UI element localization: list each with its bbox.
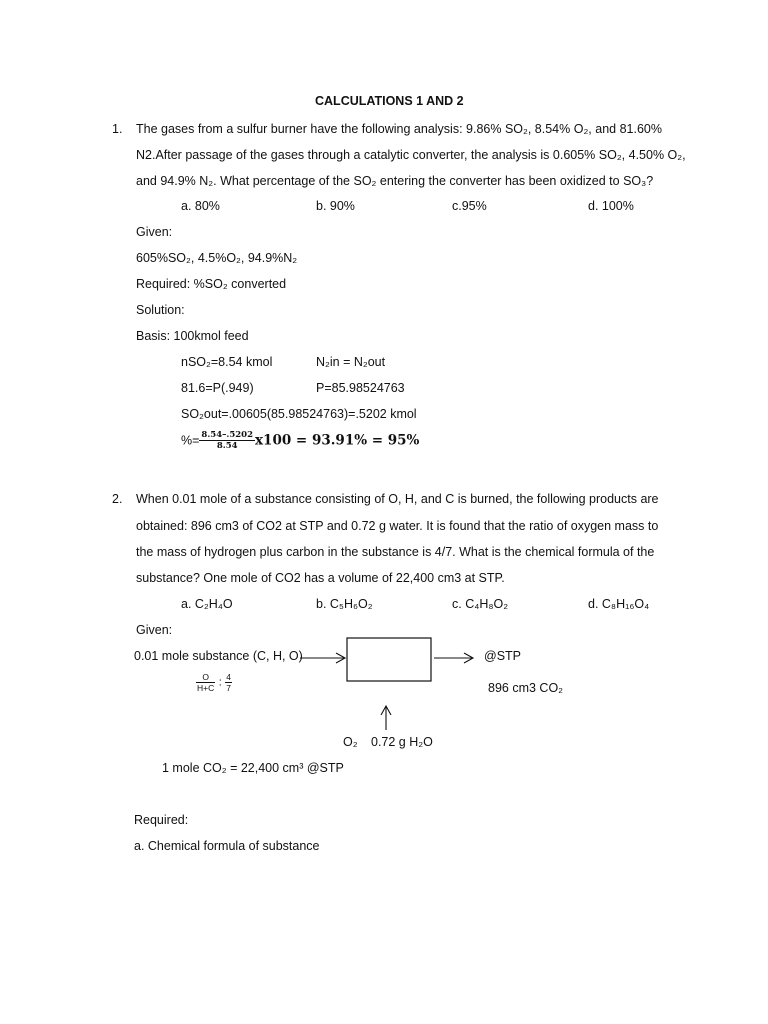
q2-ratio-den2: 7 xyxy=(226,683,232,693)
q2-required-label: Required: xyxy=(134,813,189,827)
q2-choice-d: d. C₈H₁₆O₄ xyxy=(588,597,650,611)
q1-given-label: Given: xyxy=(136,225,173,239)
q1-calc1-right: N₂in = N₂out xyxy=(316,355,386,369)
q1-choice-a: a. 80% xyxy=(181,199,220,213)
q2-number: 2. xyxy=(112,492,123,506)
q1-calc2-right: P=85.98524763 xyxy=(316,381,405,395)
q2-ratio-sep: : xyxy=(218,676,222,689)
q1-pct-prefix: %= xyxy=(181,433,200,448)
q1-frac-den: 8.54 xyxy=(216,441,238,451)
q2-given-label: Given: xyxy=(136,623,173,637)
q1-choice-d: d. 100% xyxy=(588,199,634,213)
q2-out-stp: @STP xyxy=(484,649,521,663)
q1-given-value: 605%SO₂, 4.5%O₂, 94.9%N₂ xyxy=(136,251,298,265)
q1-line1: The gases from a sulfur burner have the following analysis: 9.86% SO₂, 8.54% O₂, and 81.60% xyxy=(136,122,662,136)
q1-calc3: SO₂out=.00605(85.98524763)=.5202 kmol xyxy=(181,407,417,421)
q2-out-co2: 896 cm3 CO₂ xyxy=(488,681,564,695)
q1-solution-label: Solution: xyxy=(136,303,185,317)
q1-choice-c: c.95% xyxy=(452,199,487,213)
q1-calc1-left: nSO₂=8.54 kmol xyxy=(181,355,273,369)
q1-number: 1. xyxy=(112,122,123,136)
q2-line3: the mass of hydrogen plus carbon in the substance is 4/7. What is the chemical formula of the xyxy=(136,545,655,559)
q2-mole-line: 1 mole CO₂ = 22,400 cm³ @STP xyxy=(162,761,344,775)
q1-frac-num: 8.54–.5202 xyxy=(201,430,253,440)
page-title: CALCULATIONS 1 AND 2 xyxy=(315,94,464,108)
q2-line1: When 0.01 mole of a substance consisting of O, H, and C is burned, the following products are xyxy=(136,492,659,506)
q2-ratio-num2: 4 xyxy=(226,672,232,682)
q1-pct-result: x100 = 93.91% = 95% xyxy=(255,432,420,449)
q2-choice-b: b. C₅H₆O₂ xyxy=(316,597,373,611)
q2-ratio-den: H+C xyxy=(197,683,215,693)
q1-choice-b: b. 90% xyxy=(316,199,355,213)
q1-calc2-left: 81.6=P(.949) xyxy=(181,381,254,395)
q1-required: Required: %SO₂ converted xyxy=(136,277,287,291)
q2-choice-a: a. C₂H₄O xyxy=(181,597,233,611)
q2-in-h2o: 0.72 g H₂O xyxy=(371,735,433,749)
q1-basis: Basis: 100kmol feed xyxy=(136,329,249,343)
q2-feed: 0.01 mole substance (C, H, O) xyxy=(134,649,303,663)
process-box xyxy=(347,638,431,681)
q2-required-a: a. Chemical formula of substance xyxy=(134,839,320,853)
q2-in-o2: O₂ xyxy=(343,735,358,749)
q1-line3: and 94.9% N₂. What percentage of the SO₂ entering the converter has been oxidized to SO₃? xyxy=(136,174,654,188)
q2-line4: substance? One mole of CO2 has a volume of 22,400 cm3 at STP. xyxy=(136,571,505,585)
q2-choice-c: c. C₄H₈O₂ xyxy=(452,597,509,611)
q2-ratio-num: O xyxy=(196,672,215,683)
q1-line2: N2.After passage of the gases through a catalytic converter, the analysis is 0.605% SO₂, 4.50% O₂, xyxy=(136,148,686,162)
q2-line2: obtained: 896 cm3 of CO2 at STP and 0.72 g water. It is found that the ratio of oxygen mass to xyxy=(136,519,659,533)
